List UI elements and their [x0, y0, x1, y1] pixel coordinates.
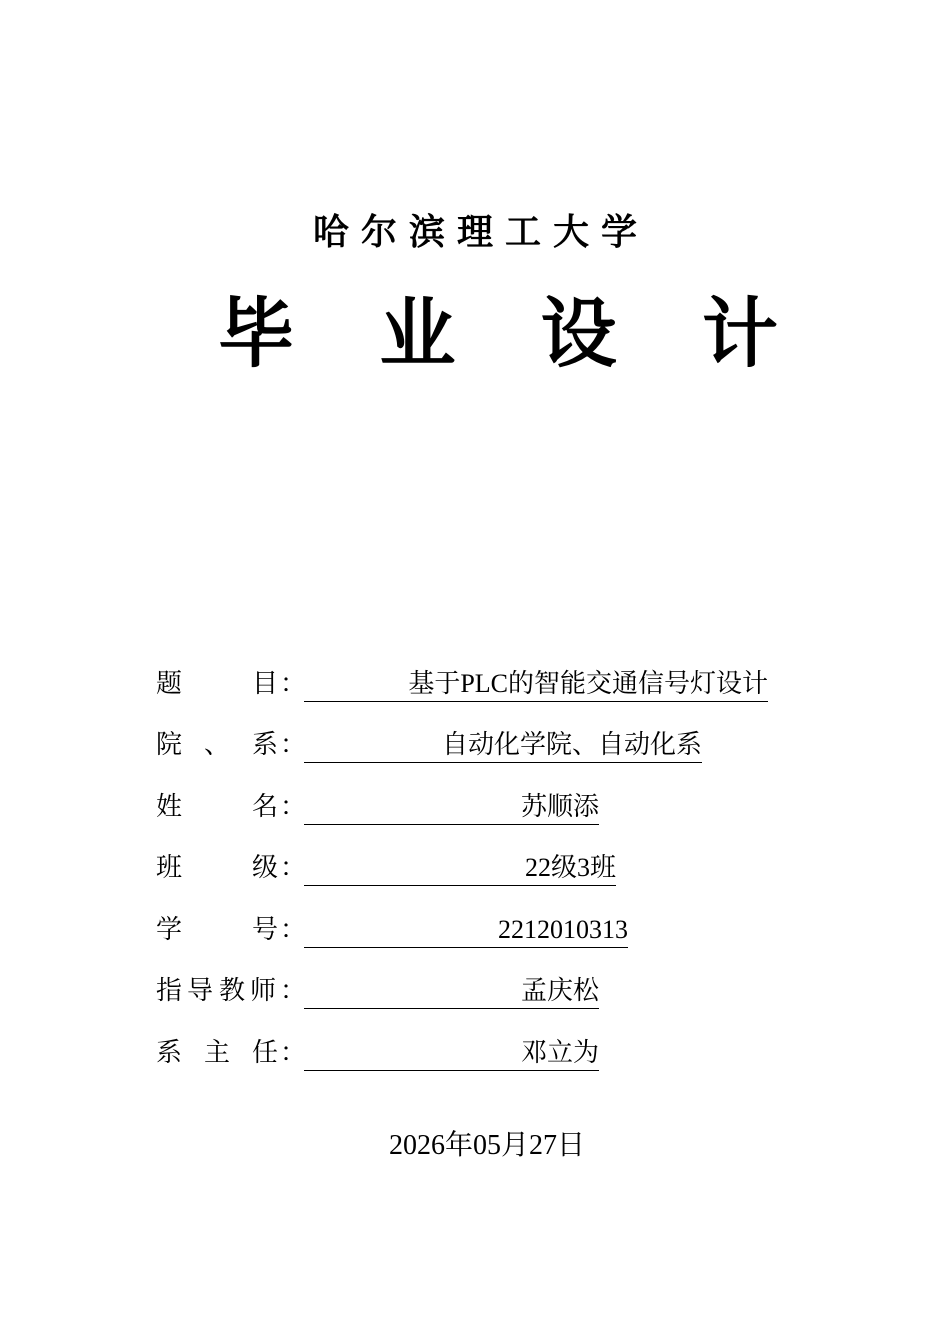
field-value-department: 自动化学院、自动化系 [304, 727, 702, 763]
document-title-char: 计 [701, 289, 778, 378]
field-value-class: 22级3班 [304, 850, 616, 886]
field-label-char: 指 [156, 976, 183, 1006]
field-label-char: 班 [156, 853, 183, 883]
field-label-char: 主 [204, 1038, 231, 1068]
field-row-name [156, 785, 599, 825]
field-label-char: 学 [156, 915, 183, 945]
field-label-char: 、 [204, 730, 231, 760]
field-label-char: 教 [219, 976, 246, 1006]
document-title-char: 设 [540, 289, 617, 378]
field-label-char: 院 [156, 730, 183, 760]
field-label-char: ： [280, 853, 307, 883]
field-label-department-head [156, 1035, 307, 1071]
field-row-topic [156, 662, 768, 702]
field-row-student-id [156, 908, 628, 948]
field-label-char: 名 [252, 792, 279, 822]
field-label-char: ： [280, 915, 307, 945]
field-label-char: 任 [252, 1038, 279, 1068]
field-value-department-head: 邓立为 [304, 1035, 599, 1071]
field-row-advisor [156, 969, 599, 1009]
field-label-char: ： [280, 792, 307, 822]
document-title-char: 毕 [218, 289, 294, 378]
field-row-department-head [156, 1031, 599, 1071]
field-label-char: 师 [250, 976, 277, 1006]
field-label-char: ： [280, 730, 307, 760]
field-label-char: 目 [252, 669, 279, 699]
field-label-char: 题 [156, 669, 183, 699]
field-label-topic [156, 666, 307, 702]
field-label-char: 号 [252, 915, 279, 945]
document-title-char: 业 [379, 289, 456, 378]
field-row-department [156, 723, 702, 763]
field-value-advisor: 孟庆松 [304, 973, 599, 1009]
submission-date: 2026年05月27日 [388, 1130, 585, 1161]
field-label-class [156, 850, 307, 886]
document-title [218, 288, 778, 380]
field-label-char: ： [280, 669, 307, 699]
field-label-advisor [156, 973, 307, 1009]
field-label-char: ： [280, 976, 307, 1006]
field-label-char: 姓 [156, 792, 183, 822]
field-label-char: ： [280, 1038, 307, 1068]
field-label-student-id [156, 912, 307, 948]
field-row-class [156, 846, 616, 886]
field-label-department [156, 727, 307, 763]
field-value-name: 苏顺添 [304, 789, 599, 825]
field-label-name [156, 789, 307, 825]
field-label-char: 级 [252, 853, 279, 883]
field-value-student-id: 2212010313 [304, 912, 628, 948]
field-label-char: 系 [156, 1038, 183, 1068]
field-label-char: 导 [187, 976, 214, 1006]
university-name: 哈尔滨理工大学 [312, 212, 649, 253]
field-value-topic: 基于PLC的智能交通信号灯设计 [304, 666, 768, 702]
field-label-char: 系 [252, 730, 279, 760]
